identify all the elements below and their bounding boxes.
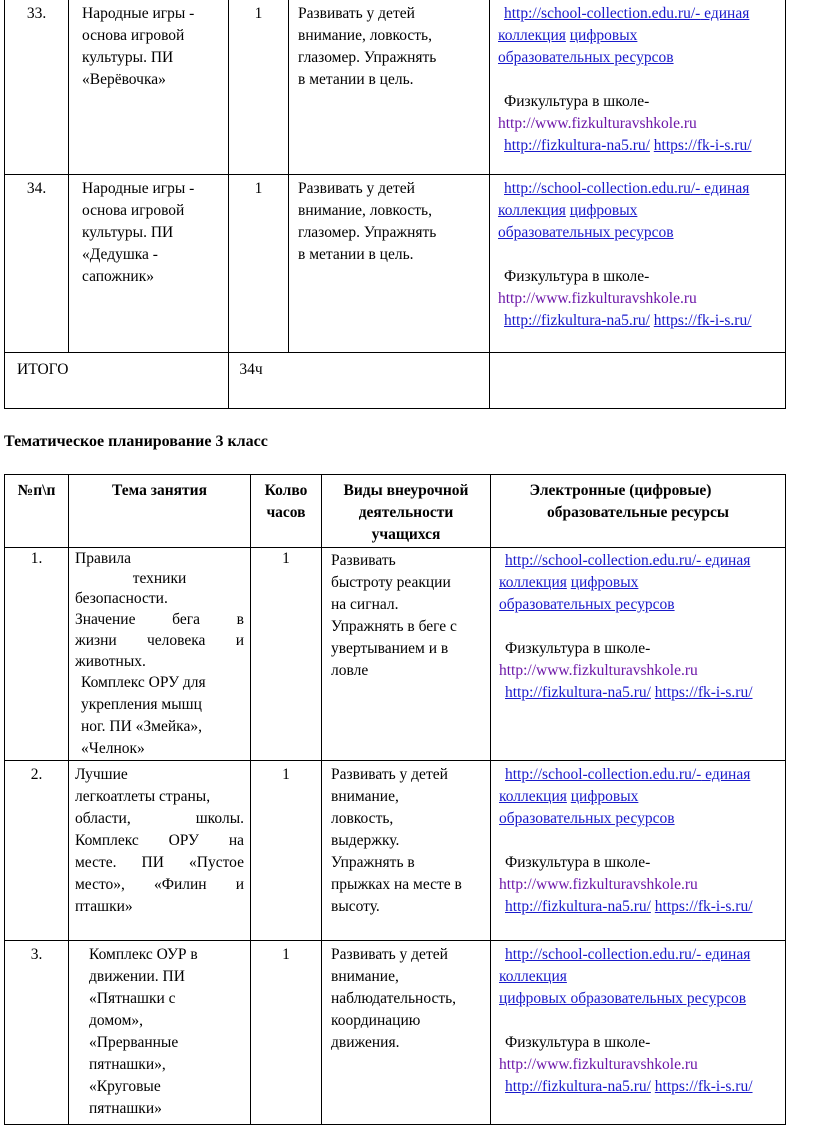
planning-table xyxy=(4,474,786,1125)
digital-link[interactable]: цифровых xyxy=(570,788,639,805)
topic-cell: Комплекс ОУР в движении. ПИ «Пятнашки с домом», «Прерванные пятнашки», «Круговые пятнашки» xyxy=(69,941,251,1125)
fk-i-s-link[interactable]: https://fk-i-s.ru/ xyxy=(653,137,752,154)
unified-link[interactable]: единая xyxy=(700,180,750,197)
row-number: 1. xyxy=(5,548,69,761)
fizkultura-na5-link[interactable]: http://fizkultura-na5.ru/ xyxy=(505,684,651,701)
fiz-label: Физкультура в школе- xyxy=(505,1034,651,1051)
header-number: №п\п xyxy=(5,475,69,548)
header-hours: Колво часов xyxy=(251,475,322,548)
fiz-label: Физкультура в школе- xyxy=(505,854,651,871)
fk-i-s-link[interactable]: https://fk-i-s.ru/ xyxy=(653,312,752,329)
activity-cell: Развивать у детей внимание, ловкость, глазомер. Упражнять в метании в цель. xyxy=(289,175,490,353)
resources-cell xyxy=(491,548,786,761)
fizkultura-school-link[interactable]: http://www.fizkulturavshkole.ru xyxy=(499,662,698,679)
unified-link[interactable]: единая xyxy=(701,766,751,783)
digital-link[interactable]: цифровых xyxy=(569,27,638,44)
resources-cell xyxy=(491,761,786,941)
topic-cell: Народные игры - основа игровой культуры. ПИ «Дедушка - сапожник» xyxy=(69,175,229,353)
row-number: 3. xyxy=(5,941,69,1125)
unified-link[interactable]: единая xyxy=(701,552,751,569)
edu-resources-link[interactable]: образовательных ресурсов xyxy=(498,49,674,66)
fk-i-s-link[interactable]: https://fk-i-s.ru/ xyxy=(654,898,753,915)
resources-cell xyxy=(490,175,786,353)
unified-link[interactable]: единая xyxy=(700,5,750,22)
resources-cell xyxy=(491,941,786,1125)
fizkultura-na5-link[interactable]: http://fizkultura-na5.ru/ xyxy=(505,1078,651,1095)
edu-resources-link[interactable]: цифровых образовательных ресурсов xyxy=(499,990,747,1007)
collection-link[interactable]: коллекция xyxy=(498,27,566,44)
collection-link[interactable]: коллекция xyxy=(498,202,566,219)
total-hours: 34ч xyxy=(229,353,490,409)
school-collection-link[interactable]: http://school-collection.edu.ru/- xyxy=(504,5,701,22)
fizkultura-school-link[interactable]: http://www.fizkulturavshkole.ru xyxy=(499,1056,698,1073)
fk-i-s-link[interactable]: https://fk-i-s.ru/ xyxy=(654,1078,753,1095)
top-table xyxy=(4,0,786,409)
activity-cell: Развивать у детей внимание, наблюдательность, координацию движения. xyxy=(322,941,491,1125)
school-collection-link[interactable]: http://school-collection.edu.ru/- xyxy=(504,180,701,197)
header-activity: Виды внеурочной деятельности учащихся xyxy=(322,475,491,548)
row-number: 2. xyxy=(5,761,69,941)
hours-cell: 1 xyxy=(229,175,289,353)
digital-link[interactable]: цифровых xyxy=(569,202,638,219)
digital-link[interactable]: цифровых xyxy=(570,574,639,591)
fizkultura-na5-link[interactable]: http://fizkultura-na5.ru/ xyxy=(504,137,650,154)
total-resources xyxy=(490,353,786,409)
school-collection-link[interactable]: http://school-collection.edu.ru/- xyxy=(505,766,702,783)
fizkultura-na5-link[interactable]: http://fizkultura-na5.ru/ xyxy=(504,312,650,329)
resources-cell xyxy=(490,0,786,175)
edu-resources-link[interactable]: образовательных ресурсов xyxy=(499,810,675,827)
fizkultura-school-link[interactable]: http://www.fizkulturavshkole.ru xyxy=(498,115,697,132)
hours-cell: 1 xyxy=(251,941,322,1125)
topic-cell: Народные игры - основа игровой культуры. ПИ «Верёвочка» xyxy=(69,0,229,175)
hours-cell: 1 xyxy=(251,548,322,761)
edu-resources-link[interactable]: образовательных ресурсов xyxy=(499,596,675,613)
school-collection-link[interactable]: http://school-collection.edu.ru/- xyxy=(505,552,702,569)
collection-link[interactable]: коллекция xyxy=(499,574,567,591)
row-number: 33. xyxy=(5,0,69,175)
school-collection-link[interactable]: http://school-collection.edu.ru/- xyxy=(505,946,702,963)
hours-cell: 1 xyxy=(251,761,322,941)
topic-cell: Правила техники безопасности. Значение бега в жизни человека и животных. Комплекс ОРУ для укрепления мышц ног. ПИ «Змейка», «Челнок» xyxy=(69,548,251,761)
activity-cell: Развивать у детей внимание, ловкость, выдержку. Упражнять в прыжках на месте в высоту. xyxy=(322,761,491,941)
fiz-label: Физкультура в школе- xyxy=(505,640,651,657)
table-row xyxy=(5,761,786,941)
activity-cell: Развивать быстроту реакции на сигнал. Упражнять в беге с увертыванием и в ловле xyxy=(322,548,491,761)
table-row xyxy=(5,548,786,761)
fiz-label: Физкультура в школе- xyxy=(504,93,650,110)
collection-link[interactable]: коллекция xyxy=(499,788,567,805)
table-row xyxy=(5,941,786,1125)
collection-link[interactable]: коллекция xyxy=(499,968,567,985)
section-title: Тематическое планирование 3 класс xyxy=(4,433,268,450)
row-number: 34. xyxy=(5,175,69,353)
total-label: ИТОГО xyxy=(5,353,229,409)
activity-cell: Развивать у детей внимание, ловкость, глазомер. Упражнять в метании в цель. xyxy=(289,0,490,175)
total-row xyxy=(5,353,786,409)
table-row xyxy=(5,175,786,353)
edu-resources-link[interactable]: образовательных ресурсов xyxy=(498,224,674,241)
fizkultura-na5-link[interactable]: http://fizkultura-na5.ru/ xyxy=(505,898,651,915)
fk-i-s-link[interactable]: https://fk-i-s.ru/ xyxy=(654,684,753,701)
fizkultura-school-link[interactable]: http://www.fizkulturavshkole.ru xyxy=(498,290,697,307)
fiz-label: Физкультура в школе- xyxy=(504,268,650,285)
header-topic: Тема занятия xyxy=(69,475,251,548)
hours-cell: 1 xyxy=(229,0,289,175)
fizkultura-school-link[interactable]: http://www.fizkulturavshkole.ru xyxy=(499,876,698,893)
header-resources: Электронные (цифровые) образовательные ресурсы xyxy=(491,475,786,548)
table-row xyxy=(5,0,786,175)
header-row xyxy=(5,475,786,548)
unified-link[interactable]: единая xyxy=(701,946,751,963)
topic-cell: Лучшие легкоатлеты страны, области, школы. Комплекс ОРУ на месте. ПИ «Пустое место», «Филин и пташки» xyxy=(69,761,251,941)
